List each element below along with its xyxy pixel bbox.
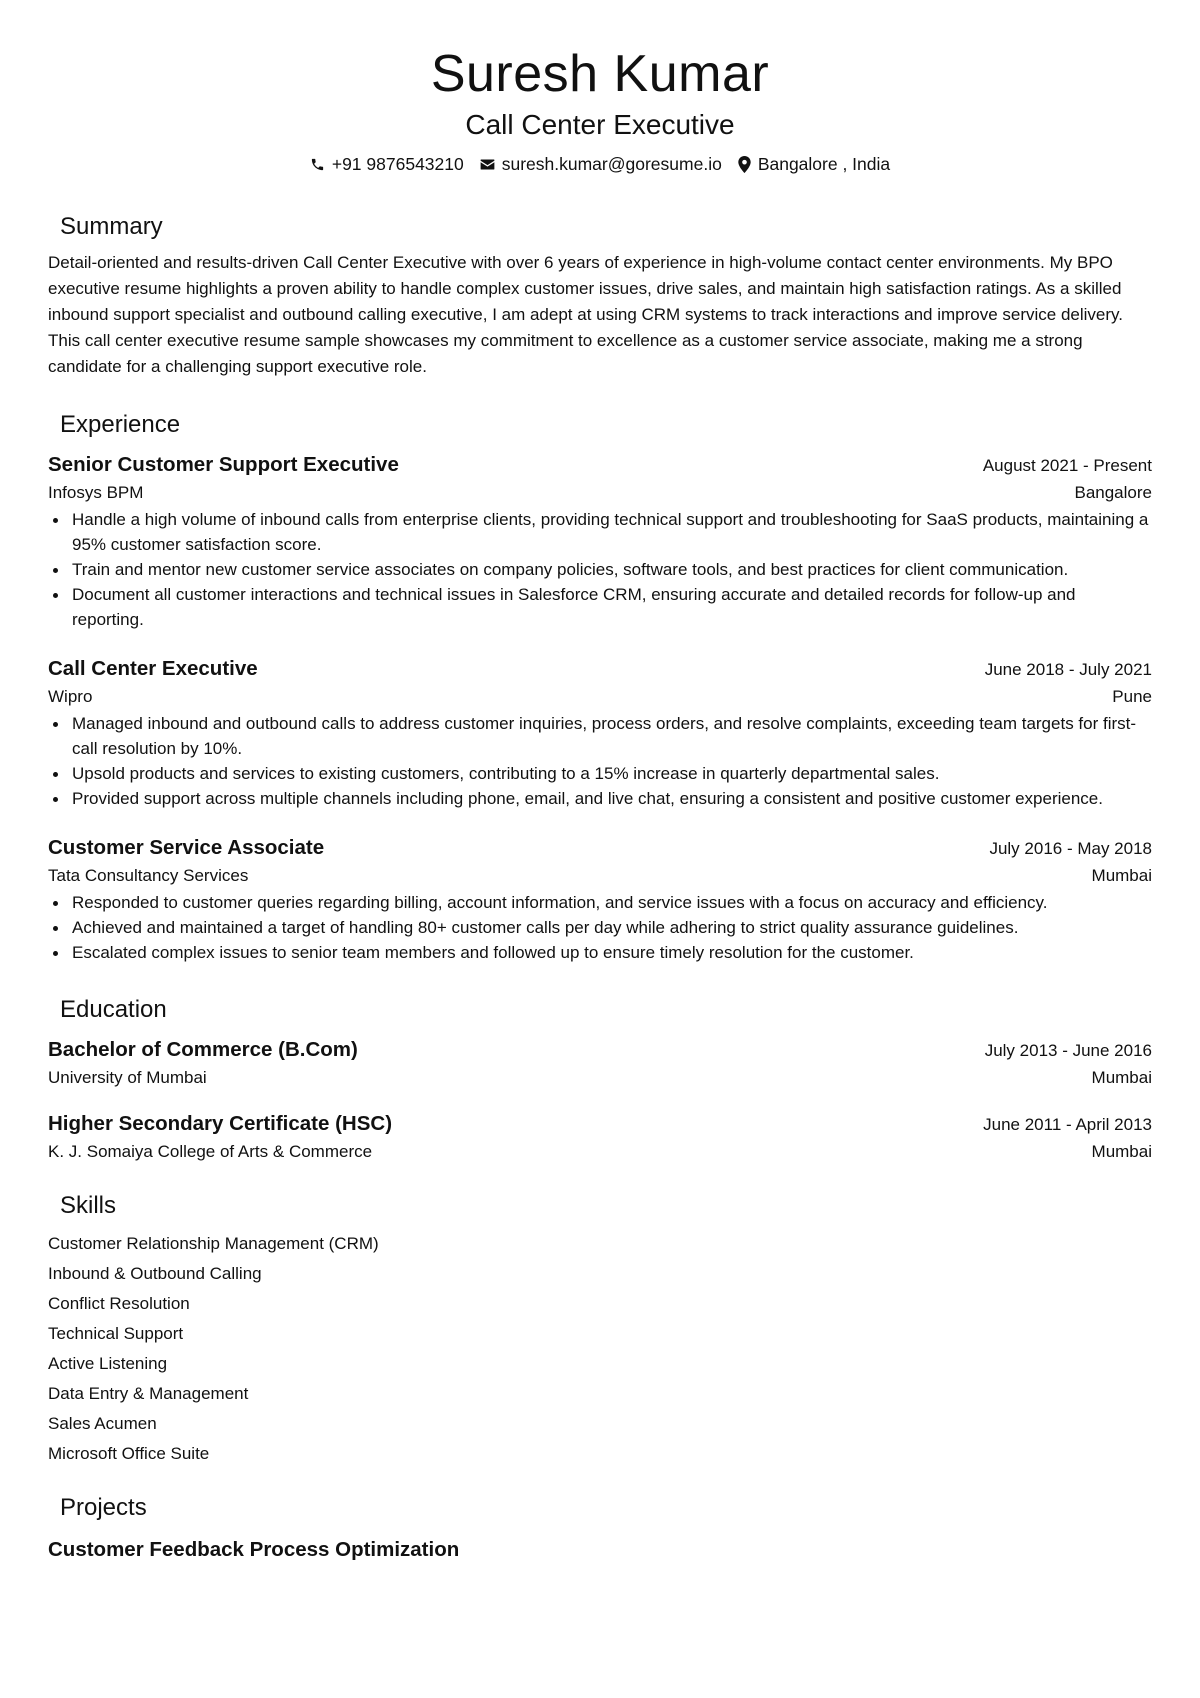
education-section [48, 995, 1152, 1165]
job-company: Tata Consultancy Services [48, 866, 249, 885]
job-company: Wipro [48, 687, 93, 706]
skills-list [48, 1229, 1152, 1469]
project-title: Customer Feedback Process Optimization [48, 1538, 460, 1561]
education-dates: July 2013 - June 2016 [984, 1041, 1152, 1060]
skill-item: Conflict Resolution [48, 1294, 190, 1313]
degree-title: Bachelor of Commerce (B.Com) [48, 1038, 358, 1061]
skill-item: Inbound & Outbound Calling [48, 1264, 262, 1283]
job-bullets [48, 711, 1152, 811]
bullet-item: Provided support across multiple channels including phone, email, and live chat, ensuring a consistent and positive customer experience. [72, 786, 1152, 811]
envelope-icon [480, 158, 495, 171]
education-entry [48, 1109, 1152, 1165]
summary-section [48, 212, 1152, 380]
bullet-item: Responded to customer queries regarding billing, account information, and service issues with a focus on accuracy and efficiency. [72, 890, 1152, 915]
skill-item: Customer Relationship Management (CRM) [48, 1234, 379, 1253]
bullet-item: Achieved and maintained a target of handling 80+ customer calls per day while adhering to strict quality assurance guidelines. [72, 915, 1152, 940]
resume-header [48, 0, 1152, 176]
experience-section [48, 410, 1152, 965]
degree-title: Higher Secondary Certificate (HSC) [48, 1112, 393, 1135]
job-dates: June 2018 - July 2021 [984, 660, 1152, 679]
school-name: University of Mumbai [48, 1068, 207, 1087]
experience-entry [48, 450, 1152, 632]
bullet-item: Handle a high volume of inbound calls from enterprise clients, providing technical support and troubleshooting for SaaS products, maintaining a 95% customer satisfaction score. [72, 507, 1152, 557]
education-entry [48, 1035, 1152, 1091]
job-title: Call Center Executive [48, 657, 258, 680]
experience-entry [48, 654, 1152, 811]
section-title-education: Education [60, 996, 167, 1023]
contact-info [48, 152, 1152, 176]
contact-phone [310, 152, 464, 176]
experience-entry [48, 833, 1152, 965]
skill-item: Data Entry & Management [48, 1384, 249, 1403]
skill-item: Technical Support [48, 1324, 184, 1343]
skill-item: Active Listening [48, 1354, 168, 1373]
job-title: Senior Customer Support Executive [48, 453, 399, 476]
bullet-item: Train and mentor new customer service associates on company policies, software tools, and best practices for client communication. [72, 557, 1152, 582]
job-dates: August 2021 - Present [982, 456, 1152, 475]
section-title-summary: Summary [60, 213, 163, 240]
job-location: Mumbai [1091, 866, 1152, 885]
section-title-experience: Experience [60, 411, 181, 438]
bullet-item: Escalated complex issues to senior team members and followed up to ensure timely resolution for the customer. [72, 940, 1152, 965]
job-title: Customer Service Associate [48, 836, 325, 859]
location-text: Bangalore , India [757, 154, 891, 174]
phone-number: +91 9876543210 [331, 154, 464, 174]
job-bullets [48, 507, 1152, 632]
email-address: suresh.kumar@goresume.io [501, 154, 722, 174]
summary-text: Detail-oriented and results-driven Call Center Executive with over 6 years of experience in high-volume contact center environments. My BPO executive resume highlights a proven ability to handle complex customer issues, drive sales, and maintain high satisfaction ratings. As a skilled inbound support specialist and outbound calling executive, I am adept at using CRM systems to track interactions and improve service delivery. This call center executive resume sample showcases my commitment to excellence as a customer service associate, making me a strong candidate for a challenging support executive role. [48, 253, 1124, 376]
job-company: Infosys BPM [48, 483, 144, 502]
bullet-item: Managed inbound and outbound calls to address customer inquiries, process orders, and resolve complaints, exceeding team targets for first-call resolution by 10%. [72, 711, 1152, 761]
candidate-role: Call Center Executive [465, 109, 735, 140]
section-title-skills: Skills [60, 1192, 117, 1219]
contact-email [480, 152, 722, 176]
skills-section [48, 1191, 1152, 1469]
contact-location [738, 152, 890, 176]
job-bullets [48, 890, 1152, 965]
education-dates: June 2011 - April 2013 [983, 1115, 1152, 1134]
skill-item: Microsoft Office Suite [48, 1444, 210, 1463]
section-title-projects: Projects [60, 1494, 147, 1521]
school-location: Mumbai [1091, 1068, 1152, 1087]
phone-icon [310, 157, 325, 172]
bullet-item: Document all customer interactions and technical issues in Salesforce CRM, ensuring accurate and detailed records for follow-up and reporting. [72, 582, 1152, 632]
job-location: Pune [1112, 687, 1152, 706]
bullet-item: Upsold products and services to existing customers, contributing to a 15% increase in quarterly departmental sales. [72, 761, 1152, 786]
candidate-name: Suresh Kumar [430, 45, 770, 103]
school-location: Mumbai [1091, 1142, 1152, 1161]
skill-item: Sales Acumen [48, 1414, 157, 1433]
school-name: K. J. Somaiya College of Arts & Commerce [48, 1142, 373, 1161]
map-pin-icon [738, 156, 751, 173]
job-location: Bangalore [1074, 483, 1152, 502]
job-dates: July 2016 - May 2018 [989, 839, 1152, 858]
projects-section [48, 1493, 1152, 1565]
